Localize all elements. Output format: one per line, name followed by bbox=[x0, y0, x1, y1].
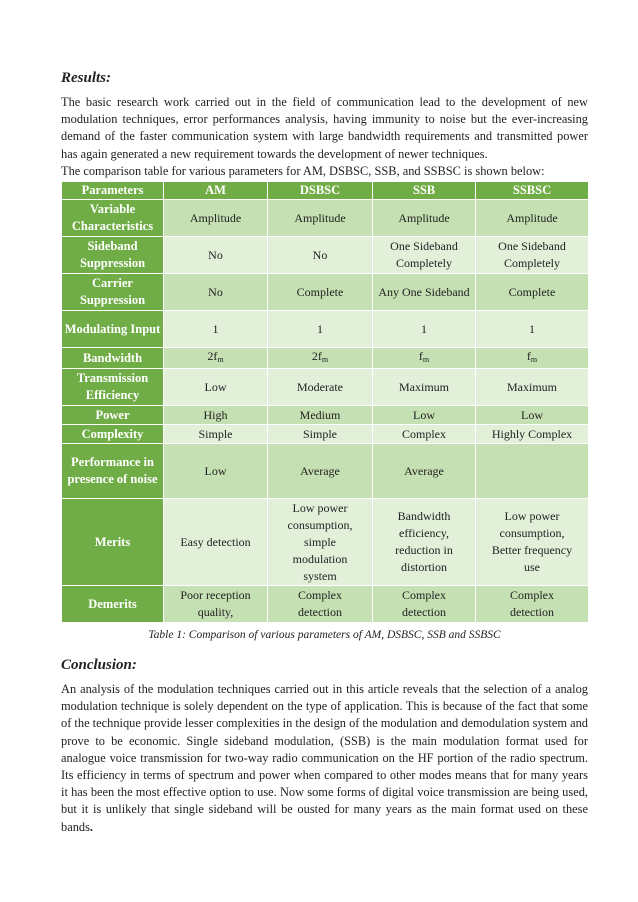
ssb-cell: $f_m$ bbox=[373, 348, 476, 369]
dsbsc-cell: 1 bbox=[268, 311, 373, 348]
table-header-row bbox=[62, 182, 589, 200]
param-cell: Bandwidth bbox=[62, 348, 164, 369]
ssb-cell: One Sideband Completely bbox=[373, 237, 476, 274]
ssb-cell: Any One Sideband bbox=[373, 274, 476, 311]
header-dsbsc: DSBSC bbox=[268, 182, 373, 200]
ssb-cell: Maximum bbox=[373, 369, 476, 406]
header-ssbsc: SSBSC bbox=[476, 182, 589, 200]
dsbsc-cell: Medium bbox=[268, 406, 373, 425]
ssbsc-cell: Amplitude bbox=[476, 200, 589, 237]
table-row bbox=[62, 369, 589, 406]
document-page bbox=[61, 70, 588, 836]
ssbsc-cell: 1 bbox=[476, 311, 589, 348]
dsbsc-cell: Low power consumption, simple modulation system bbox=[268, 499, 373, 586]
table-row bbox=[62, 200, 589, 237]
am-cell: No bbox=[164, 237, 268, 274]
comparison-table bbox=[61, 181, 589, 623]
param-cell: Demerits bbox=[62, 586, 164, 623]
dsbsc-cell: Moderate bbox=[268, 369, 373, 406]
table-intro-paragraph: The comparison table for various parameters for AM, DSBSC, SSB, and SSBSC is shown below: bbox=[61, 163, 545, 178]
ssb-cell: Complex detection bbox=[373, 586, 476, 623]
ssb-cell: Average bbox=[373, 444, 476, 499]
am-cell: 1 bbox=[164, 311, 268, 348]
header-am: AM bbox=[164, 182, 268, 200]
param-cell: Complexity bbox=[62, 425, 164, 444]
table-row bbox=[62, 406, 589, 425]
ssbsc-cell: Complete bbox=[476, 274, 589, 311]
table-row bbox=[62, 274, 589, 311]
param-cell: Merits bbox=[62, 499, 164, 586]
header-parameters: Parameters bbox=[62, 182, 164, 200]
table-row bbox=[62, 586, 589, 623]
am-cell: High bbox=[164, 406, 268, 425]
dsbsc-cell: No bbox=[268, 237, 373, 274]
am-cell: Poor reception quality, bbox=[164, 586, 268, 623]
table-row bbox=[62, 444, 589, 499]
param-cell: Sideband Suppression bbox=[62, 237, 164, 274]
ssb-cell: Complex bbox=[373, 425, 476, 444]
table-row bbox=[62, 499, 589, 586]
conclusion-paragraph: An analysis of the modulation techniques carried out in this article reveals that the selection of a analog modulation technique is solely dependent on the type of application. This is because of the fact that some of the technique provide lesser complexities in the design of the modulation and demodulation system and prove to be economic. Single sideband modulation, (SSB) is the main modulation format used for analogue voice transmission for two-way radio communication on the HF portion of the radio spectrum. Its efficiency in terms of spectrum and power when compared to other modes means that for many years it has been the most effective option to use. Now some forms of digital voice transmission are being used, but it is unlikely that single sideband will be ousted for many years as the main format used on these bands. bbox=[61, 682, 588, 834]
conclusion-section bbox=[61, 657, 588, 836]
results-paragraph: The basic research work carried out in the field of communication lead to the development of new modulation techniques, error performances analysis, having immunity to noise but the ever-increasing demand of the faster communication system with large bandwidth requirements and transmitted power has again generated a new requirement towards the development of newer techniques. bbox=[61, 95, 588, 161]
am-cell: No bbox=[164, 274, 268, 311]
param-cell: Transmission Efficiency bbox=[62, 369, 164, 406]
param-cell: Power bbox=[62, 406, 164, 425]
ssbsc-cell: Maximum bbox=[476, 369, 589, 406]
param-cell: Performance in presence of noise bbox=[62, 444, 164, 499]
ssbsc-cell bbox=[476, 444, 589, 499]
ssb-cell: Bandwidth efficiency, reduction in distortion bbox=[373, 499, 476, 586]
dsbsc-cell: Complete bbox=[268, 274, 373, 311]
ssbsc-cell: Highly Complex bbox=[476, 425, 589, 444]
am-cell: Amplitude bbox=[164, 200, 268, 237]
param-cell: Variable Characteristics bbox=[62, 200, 164, 237]
header-ssb: SSB bbox=[373, 182, 476, 200]
ssbsc-cell: Complex detection bbox=[476, 586, 589, 623]
results-heading: Results: bbox=[61, 70, 112, 86]
table-row bbox=[62, 425, 589, 444]
table-row bbox=[62, 348, 589, 369]
ssb-cell: Low bbox=[373, 406, 476, 425]
ssbsc-cell: $f_m$ bbox=[476, 348, 589, 369]
conclusion-heading: Conclusion: bbox=[61, 657, 137, 674]
param-cell: Carrier Suppression bbox=[62, 274, 164, 311]
table-row bbox=[62, 237, 589, 274]
dsbsc-cell: $2f_m$ bbox=[268, 348, 373, 369]
am-cell: $2f_m$ bbox=[164, 348, 268, 369]
ssbsc-cell: Low bbox=[476, 406, 589, 425]
ssb-cell: Amplitude bbox=[373, 200, 476, 237]
ssbsc-cell: One Sideband Completely bbox=[476, 237, 589, 274]
dsbsc-cell: Complex detection bbox=[268, 586, 373, 623]
ssbsc-cell: Low power consumption, Better frequency use bbox=[476, 499, 589, 586]
ssb-cell: 1 bbox=[373, 311, 476, 348]
table-row bbox=[62, 311, 589, 348]
dsbsc-cell: Average bbox=[268, 444, 373, 499]
table-caption: Table 1: Comparison of various parameters of AM, DSBSC, SSB and SSBSC bbox=[148, 629, 501, 642]
am-cell: Easy detection bbox=[164, 499, 268, 586]
param-cell: Modulating Input bbox=[62, 311, 164, 348]
am-cell: Low bbox=[164, 369, 268, 406]
am-cell: Simple bbox=[164, 425, 268, 444]
am-cell: Low bbox=[164, 444, 268, 499]
dsbsc-cell: Amplitude bbox=[268, 200, 373, 237]
dsbsc-cell: Simple bbox=[268, 425, 373, 444]
